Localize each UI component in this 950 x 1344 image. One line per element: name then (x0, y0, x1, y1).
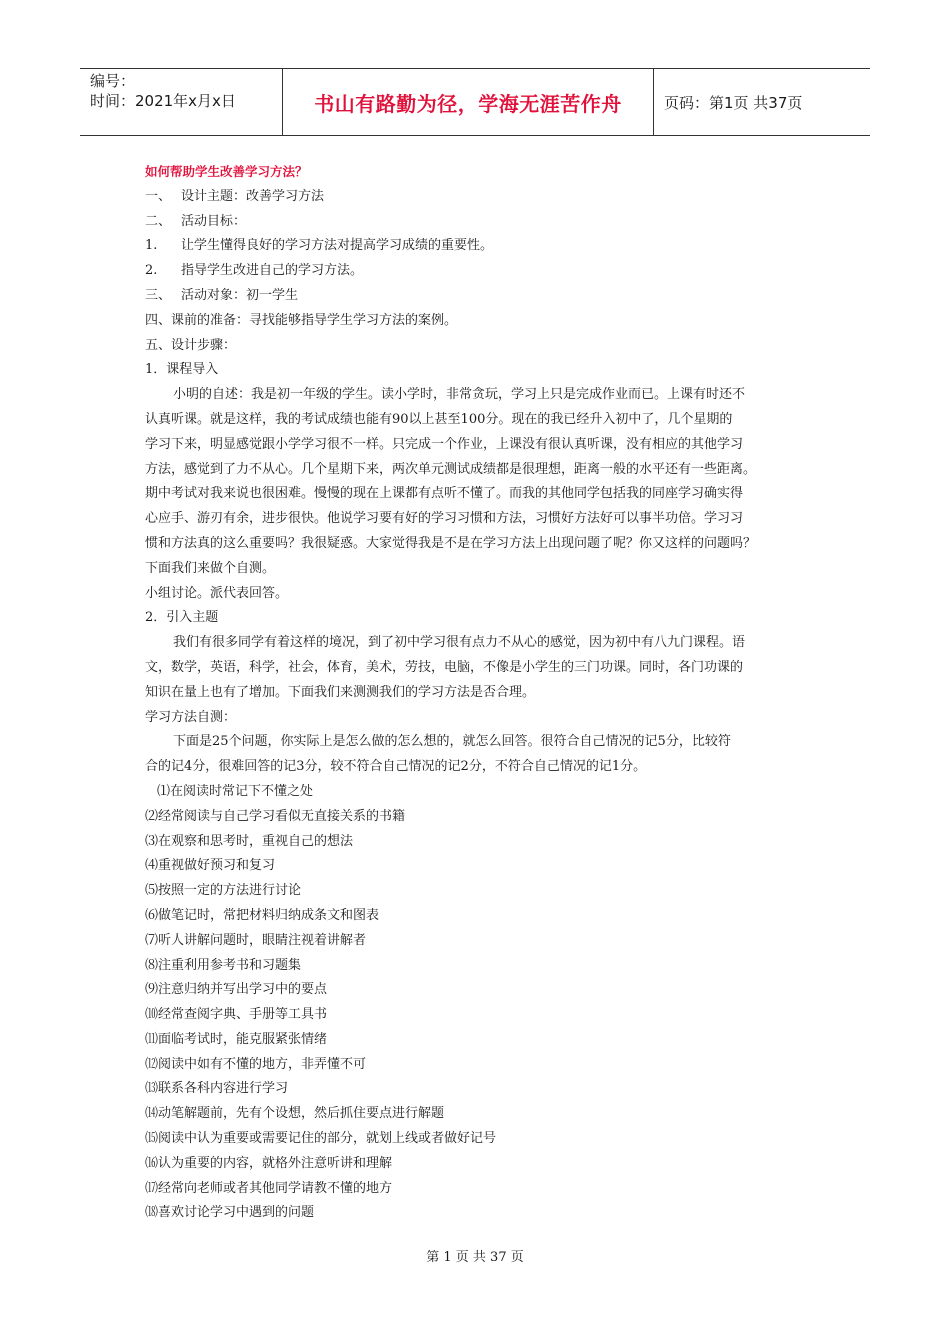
section-3: 三、 活动对象：初一学生 (145, 287, 299, 303)
question-item: ⑶在观察和思考时，重视自己的想法 (145, 833, 354, 849)
story-line: 惯和方法真的这么重要吗？我很疑惑。大家觉得我是不是在学习方法上出现问题了呢？你又这样的问题吗？ (145, 535, 757, 551)
header-page-label: 页码：第1页 共37页 (664, 93, 803, 112)
rules-line: 合的记4分，很难回答的记3分，较不符合自己情况的记2分，不符合自己情况的记1分。 (145, 759, 647, 775)
doc-title: 如何帮助学生改善学习方法？ (145, 164, 308, 179)
intro-line: 文，数学，英语，科学，社会，体育，美术，劳技，电脑，不像是小学生的三门功课。同时，各门功课的 (145, 659, 744, 675)
header-motto-cell (282, 69, 654, 135)
section-4: 四、课前的准备：寻找能够指导学生学习方法的案例。 (145, 312, 458, 328)
question-item: ⑷重视做好预习和复习 (145, 858, 276, 874)
question-item: ⒅喜欢讨论学习中遇到的问题 (145, 1205, 315, 1221)
group-discussion: 小组讨论。派代表回答。 (145, 585, 289, 601)
section-2: 二、 活动目标： (145, 213, 247, 229)
question-item: ⑼注意归纳并写出学习中的要点 (145, 982, 328, 998)
section-5: 五、设计步骤： (145, 337, 237, 353)
story-line: 学习下来，明显感觉跟小学学习很不一样。只完成一个作业，上课没有很认真听课，没有相应的其他学习 (145, 436, 744, 452)
question-item: ⒀联系各科内容进行学习 (145, 1081, 289, 1097)
page-footer: 第 1 页 共 37 页 (426, 1250, 524, 1265)
question-item: ⑾面临考试时，能克服紧张情绪 (145, 1031, 328, 1047)
story-line: 期中考试对我来说也很困难。慢慢的现在上课都有点听不懂了。而我的其他同学包括我的同座学习确实得 (145, 486, 744, 502)
question-item: ⑿阅读中如有不懂的地方，非弄懂不可 (145, 1056, 367, 1072)
section-1: 一、 设计主题：改善学习方法 (145, 188, 325, 204)
rules-line: 下面是25个问题，你实际上是怎么做的怎么想的，就怎么回答。很符合自己情况的记5分，比较符 (173, 734, 731, 750)
question-item: ⒄经常向老师或者其他同学请教不懂的地方 (145, 1180, 393, 1196)
question-item: ⒁动笔解题前，先有个设想，然后抓住要点进行解题 (145, 1106, 445, 1122)
selftest-label: 学习方法自测： (145, 709, 237, 725)
date-label: 时间：2021年x月x日 (90, 92, 236, 110)
question-item: ⑹做笔记时，常把材料归纳成条文和图表 (145, 907, 380, 923)
story-line: 心应手、游刃有余，进步很快。他说学习要有好的学习习惯和方法，习惯好方法好可以事半功倍。学习习 (145, 511, 744, 527)
intro-line: 我们有很多同学有着这样的境况，到了初中学习很有点力不从心的感觉，因为初中有八九门课程。语 (173, 635, 746, 651)
header-page-cell (654, 69, 870, 135)
page-header (80, 68, 870, 136)
story-line: 认真听课。就是这样，我的考试成绩也能有90以上甚至100分。现在的我已经升入初中了，几个星期的 (145, 411, 733, 427)
story-line: 方法，感觉到了力不从心。几个星期下来，两次单元测试成绩都是很理想，距离一般的水平还有一些距离。 (145, 461, 757, 477)
step-1-heading: 1．课程导入 (145, 362, 219, 378)
goal-2: 2. 指导学生改进自己的学习方法。 (145, 263, 364, 279)
question-item: ⒂阅读中认为重要或需要记住的部分，就划上线或者做好记号 (145, 1131, 497, 1147)
header-motto: 书山有路勤为径，学海无涯苦作舟 (314, 91, 622, 116)
question-item: ⑴在阅读时常记下不懂之处 (157, 783, 314, 799)
step-2-heading: 2．引入主题 (145, 610, 219, 626)
goal-1: 1. 让学生懂得良好的学习方法对提高学习成绩的重要性。 (145, 238, 494, 254)
question-item: ⑸按照一定的方法进行讨论 (145, 883, 302, 899)
header-meta (80, 69, 282, 135)
number-label: 编号： (90, 72, 136, 90)
intro-line: 知识在量上也有了增加。下面我们来测测我们的学习方法是否合理。 (145, 684, 536, 700)
question-item: ⑽经常查阅字典、手册等工具书 (145, 1007, 328, 1023)
story-line: 小明的自述：我是初一年级的学生。读小学时，非常贪玩，学习上只是完成作业而已。上课有时还不 (173, 387, 746, 403)
question-item: ⑺听人讲解问题时，眼睛注视着讲解者 (145, 932, 367, 948)
question-item: ⑻注重利用参考书和习题集 (145, 957, 302, 973)
story-line: 下面我们来做个自测。 (145, 560, 276, 576)
document-body (145, 160, 815, 1226)
question-item: ⑵经常阅读与自己学习看似无直接关系的书籍 (145, 808, 406, 824)
question-item: ⒃认为重要的内容，就格外注意听讲和理解 (145, 1155, 393, 1171)
